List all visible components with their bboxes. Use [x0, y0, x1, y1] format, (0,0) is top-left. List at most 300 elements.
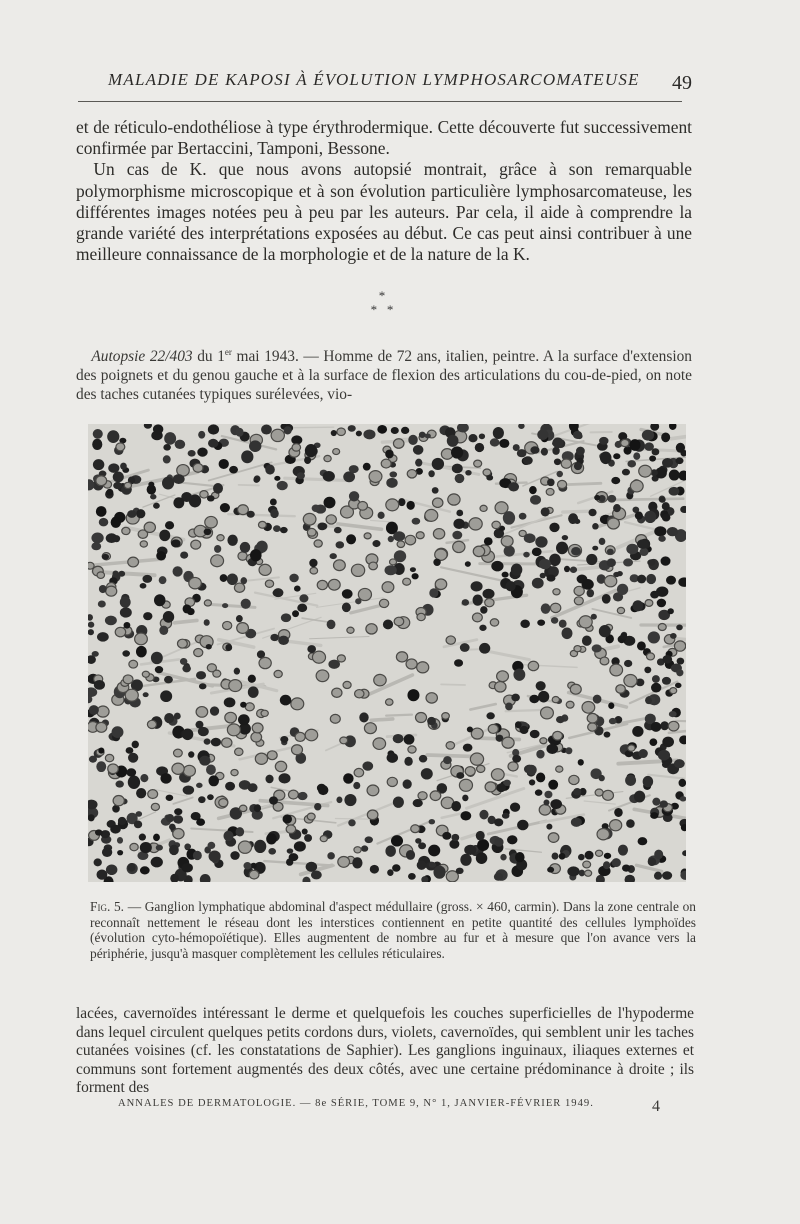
lymphoid-cell — [465, 561, 471, 567]
lymphoid-cell — [657, 599, 666, 608]
reticular-cell — [425, 509, 438, 521]
reticular-cell — [219, 799, 228, 807]
lymphoid-cell — [327, 852, 335, 859]
lymphoid-cell — [238, 714, 250, 725]
page-number: 49 — [672, 72, 692, 94]
lymphoid-cell — [644, 667, 651, 674]
reticular-cell — [330, 714, 340, 723]
reticular-cell — [602, 790, 613, 800]
lymphoid-cell — [253, 477, 259, 483]
lymphoid-cell — [240, 702, 246, 708]
lymphoid-cell — [484, 537, 493, 545]
reticular-cell — [307, 528, 316, 536]
lymphoid-cell — [650, 591, 659, 599]
lymphoid-cell — [559, 853, 566, 860]
lymphoid-cell — [651, 722, 662, 732]
lymphoid-cell — [467, 727, 473, 733]
stroma-streak — [264, 861, 333, 865]
lymphoid-cell — [91, 533, 103, 544]
lymphoid-cell — [197, 448, 207, 457]
lymphoid-cell — [136, 509, 145, 518]
lymphoid-cell — [236, 615, 243, 622]
reticular-cell — [355, 690, 364, 698]
lymphoid-cell — [122, 650, 130, 656]
lymphoid-cell — [210, 706, 219, 715]
reticular-cell — [442, 713, 450, 720]
lymphoid-cell — [669, 470, 680, 481]
lymphoid-cell — [678, 470, 686, 480]
lymphoid-cell — [456, 868, 464, 874]
lymphoid-cell — [265, 465, 275, 475]
lymphoid-cell — [419, 432, 426, 438]
lymphoid-cell — [312, 505, 320, 512]
lymphoid-cell — [644, 511, 656, 523]
reticular-cell — [333, 449, 340, 455]
reticular-cell — [492, 521, 500, 528]
reticular-cell — [381, 459, 391, 468]
lymphoid-cell — [624, 660, 632, 667]
lymphoid-cell — [173, 566, 183, 576]
lymphoid-cell — [600, 451, 612, 464]
lymphoid-cell — [571, 817, 582, 826]
reticular-cell — [128, 557, 139, 567]
lymphoid-cell — [266, 833, 276, 844]
continued-paragraph: lacées, cavernoïdes intéressant le derme et quelquefois les couches superficielles de l'hypoderme dans lequel circulent quelques petits cordons durs, violets, cavernoïdes, qui semblent unir les taches cutanées voisines (cf. les constatations de Saphier). Les ganglions inguinaux, iliaques externes et communs sont fortement augmentés des deux côtés, avec une certaine prédominance à droite ; ils forment des — [76, 1005, 694, 1097]
reticular-cell — [312, 651, 325, 663]
reticular-cell — [541, 707, 554, 719]
reticular-cell — [225, 712, 237, 723]
lymphoid-cell — [387, 869, 393, 876]
lymphoid-cell — [209, 850, 221, 862]
lymphoid-cell — [602, 594, 611, 604]
reticular-cell — [474, 460, 482, 467]
lymphoid-cell — [306, 862, 318, 872]
reticular-cell — [379, 599, 388, 607]
reticular-cell — [204, 600, 211, 606]
lymphoid-cell — [536, 681, 546, 691]
lymphoid-cell — [183, 604, 192, 613]
lymphoid-cell — [227, 535, 237, 546]
reticular-cell — [405, 535, 416, 545]
lymphoid-cell — [570, 567, 577, 573]
lymphoid-cell — [140, 774, 148, 782]
reticular-cell — [552, 696, 559, 702]
lymphoid-cell — [120, 596, 131, 607]
lymphoid-cell — [592, 644, 602, 652]
lymphoid-cell — [427, 717, 436, 725]
lymphoid-cell — [97, 632, 109, 642]
lymphoid-cell — [513, 444, 520, 451]
lymphoid-cell — [207, 794, 214, 800]
lymphoid-cell — [156, 845, 163, 851]
lymphoid-cell — [408, 435, 417, 445]
lymphoid-cell — [102, 554, 109, 560]
reticular-cell — [354, 847, 361, 853]
lymphoid-cell — [163, 455, 171, 463]
lymphoid-cell — [106, 865, 117, 875]
lymphoid-cell — [268, 848, 276, 855]
lymphoid-cell — [298, 792, 307, 800]
lymphoid-cell — [479, 433, 485, 439]
lymphoid-cell — [649, 456, 656, 462]
lymphoid-cell — [113, 535, 120, 542]
paragraph-1: et de réticulo-endothéliose à type érythrodermique. Cette découverte fut successivement confirmée par Bertaccini, Tamponi, Bessone. — [76, 117, 692, 159]
lymphoid-cell — [241, 450, 253, 463]
lymphoid-cell — [407, 689, 419, 701]
reticular-cell — [291, 745, 302, 755]
lymphoid-cell — [281, 613, 291, 622]
lymphoid-cell — [410, 567, 416, 572]
lymphoid-cell — [589, 509, 597, 516]
reticular-cell — [382, 582, 394, 593]
lymphoid-cell — [547, 574, 556, 581]
reticular-cell — [259, 564, 271, 575]
lymphoid-cell — [280, 736, 288, 743]
reticular-cell — [237, 623, 249, 634]
stroma-streak — [338, 803, 393, 825]
lymphoid-cell — [94, 858, 102, 866]
reticular-cell — [191, 540, 201, 549]
reticular-cell — [116, 443, 125, 451]
lymphoid-cell — [523, 552, 530, 558]
micrograph-image — [88, 424, 686, 882]
lymphoid-cell — [669, 711, 677, 717]
lymphoid-cell — [224, 697, 236, 707]
reticular-cell — [658, 624, 666, 631]
reticular-cell — [295, 732, 305, 741]
journal-footer: ANNALES DE DERMATOLOGIE. — 8e SÉRIE, TOME 9, N° 1, JANVIER-FÉVRIER 1949. — [118, 1098, 594, 1109]
reticular-cell — [646, 653, 654, 660]
reticular-cell — [501, 536, 513, 547]
reticular-cell — [411, 825, 420, 833]
lymphoid-cell — [510, 802, 520, 811]
lymphoid-cell — [535, 536, 547, 547]
reticular-cell — [582, 701, 595, 713]
reticular-cell — [446, 636, 455, 644]
lymphoid-cell — [102, 847, 112, 857]
lymphoid-cell — [638, 837, 648, 845]
reticular-cell — [358, 588, 371, 600]
reticular-cell — [222, 738, 232, 747]
reticular-cell — [417, 613, 425, 620]
reticular-cell — [271, 429, 284, 441]
lymphoid-cell — [524, 533, 536, 543]
reticular-cell — [328, 579, 340, 590]
lymphoid-cell — [633, 452, 640, 459]
lymphoid-cell — [646, 574, 656, 584]
reticular-cell — [408, 746, 416, 753]
lymphoid-cell — [343, 773, 353, 784]
reticular-cell — [307, 813, 315, 820]
stroma-streak — [351, 605, 383, 613]
reticular-cell — [354, 768, 364, 777]
reticular-cell — [610, 820, 622, 831]
lymphoid-cell — [592, 523, 598, 529]
lymphoid-cell — [392, 864, 400, 872]
lymphoid-cell — [140, 866, 150, 874]
stroma-streak — [442, 813, 462, 817]
reticular-cell — [258, 521, 266, 528]
lymphoid-cell — [552, 852, 559, 859]
lymphoid-cell — [604, 853, 611, 859]
lymphoid-cell — [117, 850, 123, 855]
lymphoid-cell — [390, 471, 398, 477]
lymphoid-cell — [496, 783, 506, 792]
lymphoid-cell — [541, 507, 550, 516]
reticular-cell — [122, 527, 130, 534]
lymphoid-cell — [541, 448, 548, 456]
lymphoid-cell — [355, 598, 361, 604]
lymphoid-cell — [175, 440, 186, 449]
lymphoid-cell — [323, 471, 335, 482]
lymphoid-cell — [269, 796, 278, 804]
reticular-cell — [172, 763, 184, 774]
lymphoid-cell — [623, 558, 633, 566]
reticular-cell — [286, 825, 295, 833]
lymphoid-cell — [143, 612, 152, 620]
lymphoid-cell — [415, 459, 422, 467]
reticular-cell — [144, 522, 155, 532]
lymphoid-cell — [391, 427, 399, 434]
lymphoid-cell — [302, 828, 308, 834]
reticular-cell — [274, 670, 282, 677]
reticular-cell — [390, 559, 397, 565]
lymphoid-cell — [165, 521, 174, 529]
lymphoid-cell — [198, 796, 205, 803]
lymphoid-cell — [552, 447, 559, 455]
reticular-cell — [245, 703, 254, 711]
lymphoid-cell — [571, 547, 581, 555]
lymphoid-cell — [113, 482, 122, 489]
reticular-cell — [229, 680, 242, 692]
lymphoid-cell — [582, 635, 592, 645]
lymphoid-cell — [142, 575, 152, 583]
reticular-cell — [430, 791, 441, 801]
lymphoid-cell — [573, 431, 582, 439]
lymphoid-cell — [98, 600, 106, 607]
reticular-cell — [397, 541, 405, 548]
lymphoid-cell — [539, 559, 551, 569]
signature-mark: 4 — [652, 1098, 660, 1115]
lymphoid-cell — [107, 430, 119, 443]
lymphoid-cell — [669, 424, 677, 430]
reticular-cell — [668, 721, 679, 731]
reticular-cell — [574, 586, 584, 595]
lymphoid-cell — [363, 463, 371, 471]
reticular-cell — [616, 685, 625, 693]
micrograph-figure — [88, 424, 686, 882]
lymphoid-cell — [551, 617, 558, 624]
lymphoid-cell — [548, 780, 558, 790]
stroma-streak — [470, 704, 495, 709]
lymphoid-cell — [680, 506, 686, 513]
lymphoid-cell — [346, 534, 356, 544]
lymphoid-cell — [453, 519, 464, 529]
lymphoid-cell — [183, 785, 195, 794]
lymphoid-cell — [273, 590, 280, 596]
reticular-cell — [407, 470, 416, 478]
reticular-cell — [588, 723, 597, 731]
lymphoid-cell — [184, 844, 191, 850]
lymphoid-cell — [652, 798, 660, 806]
lymphoid-cell — [92, 439, 102, 450]
reticular-cell — [406, 659, 417, 669]
lymphoid-cell — [658, 750, 670, 761]
lymphoid-cell — [279, 773, 291, 783]
reticular-cell — [485, 782, 496, 792]
reticular-cell — [483, 469, 491, 476]
lymphoid-cell — [151, 857, 163, 868]
lymphoid-cell — [607, 558, 616, 567]
reticular-cell — [477, 765, 485, 772]
reticular-cell — [177, 639, 187, 648]
lymphoid-cell — [150, 494, 156, 499]
lymphoid-cell — [447, 435, 459, 447]
reticular-cell — [566, 701, 574, 708]
reticular-cell — [432, 498, 442, 507]
lymphoid-cell — [504, 546, 515, 557]
lymphoid-cell — [526, 765, 536, 775]
lymphoid-cell — [537, 429, 548, 440]
lymphoid-cell — [261, 424, 272, 434]
lymphoid-cell — [613, 504, 621, 512]
asterism — [352, 289, 412, 317]
lymphoid-cell — [208, 439, 218, 448]
lymphoid-cell — [645, 697, 652, 704]
lymphoid-cell — [574, 462, 582, 470]
lymphoid-cell — [670, 633, 677, 639]
lymphoid-cell — [432, 458, 444, 470]
lymphoid-cell — [270, 634, 279, 641]
reticular-cell — [490, 619, 498, 626]
lymphoid-cell — [391, 835, 403, 846]
lymphoid-cell — [511, 694, 520, 702]
lymphoid-cell — [599, 625, 611, 637]
reticular-cell — [194, 648, 203, 656]
lymphoid-cell — [573, 788, 581, 796]
reticular-cell — [305, 729, 318, 741]
reticular-cell — [317, 580, 327, 589]
lymphoid-cell — [622, 864, 630, 871]
reticular-cell — [291, 698, 304, 710]
lymphoid-cell — [393, 796, 404, 807]
lymphoid-cell — [223, 831, 233, 841]
lymphoid-cell — [227, 573, 238, 585]
lymphoid-cell — [517, 820, 528, 831]
lymphoid-cell — [550, 799, 562, 809]
stroma-streak — [338, 524, 382, 529]
lymphoid-cell — [660, 800, 668, 807]
lymphoid-cell — [336, 541, 345, 548]
lymphoid-cell — [126, 768, 136, 776]
reticular-cell — [255, 753, 267, 764]
lymphoid-cell — [627, 460, 636, 467]
lymphoid-cell — [98, 748, 104, 754]
lymphoid-cell — [662, 458, 673, 468]
reticular-cell — [630, 480, 643, 492]
asterism-bottom: * * — [370, 302, 394, 317]
reticular-cell — [367, 785, 379, 796]
lymphoid-cell — [654, 872, 662, 880]
lymphoid-cell — [199, 756, 210, 766]
lymphoid-cell — [594, 495, 600, 501]
reticular-cell — [142, 671, 149, 677]
lymphoid-cell — [404, 734, 415, 744]
lymphoid-cell — [679, 735, 686, 744]
lymphoid-cell — [222, 603, 228, 608]
lymphoid-cell — [476, 831, 485, 841]
reticular-cell — [124, 482, 131, 488]
lymphoid-cell — [180, 551, 188, 558]
stroma-streak — [487, 651, 529, 659]
lymphoid-cell — [494, 838, 503, 847]
lymphoid-cell — [502, 813, 510, 819]
lymphoid-cell — [538, 691, 549, 703]
lymphoid-cell — [629, 439, 640, 451]
lymphoid-cell — [648, 857, 656, 866]
lymphoid-cell — [327, 620, 336, 630]
lymphoid-cell — [451, 801, 461, 811]
reticular-cell — [337, 428, 346, 436]
reticular-cell — [556, 766, 563, 772]
lymphoid-cell — [349, 465, 359, 473]
lymphoid-cell — [614, 808, 623, 817]
lymphoid-cell — [93, 459, 104, 470]
lymphoid-cell — [456, 510, 463, 517]
lymphoid-cell — [349, 491, 359, 501]
reticular-cell — [337, 655, 345, 662]
lymphoid-cell — [88, 622, 94, 628]
lymphoid-cell — [486, 712, 494, 719]
reticular-cell — [129, 660, 138, 668]
lymphoid-cell — [537, 619, 545, 625]
lymphoid-cell — [204, 528, 212, 535]
reticular-cell — [231, 769, 238, 775]
lymphoid-cell — [182, 863, 193, 872]
lymphoid-cell — [661, 433, 670, 443]
lymphoid-cell — [302, 877, 310, 882]
lymphoid-cell — [126, 747, 134, 754]
reticular-cell — [303, 513, 316, 525]
lymphoid-cell — [662, 737, 674, 748]
lymphoid-cell — [211, 738, 221, 747]
reticular-cell — [292, 444, 301, 452]
lymphoid-cell — [620, 632, 627, 639]
reticular-cell — [173, 749, 182, 757]
lymphoid-cell — [289, 853, 299, 861]
reticular-cell — [364, 723, 376, 734]
lymphoid-cell — [173, 497, 184, 508]
reticular-cell — [418, 792, 427, 800]
lymphoid-cell — [277, 481, 288, 490]
reticular-cell — [238, 841, 251, 853]
reticular-cell — [435, 579, 447, 590]
stroma-streak — [584, 801, 615, 804]
lymphoid-cell — [648, 631, 660, 643]
reticular-cell — [324, 455, 331, 461]
lymphoid-cell — [225, 782, 235, 791]
reticular-cell — [488, 724, 498, 733]
lymphoid-cell — [473, 595, 483, 606]
lymphoid-cell — [159, 530, 170, 542]
lymphoid-cell — [490, 438, 500, 446]
reticular-cell — [332, 688, 342, 697]
lymphoid-cell — [297, 604, 307, 612]
lymphoid-cell — [174, 808, 182, 815]
lymphoid-cell — [639, 548, 648, 556]
lymphoid-cell — [120, 607, 132, 617]
lymphoid-cell — [169, 824, 176, 830]
